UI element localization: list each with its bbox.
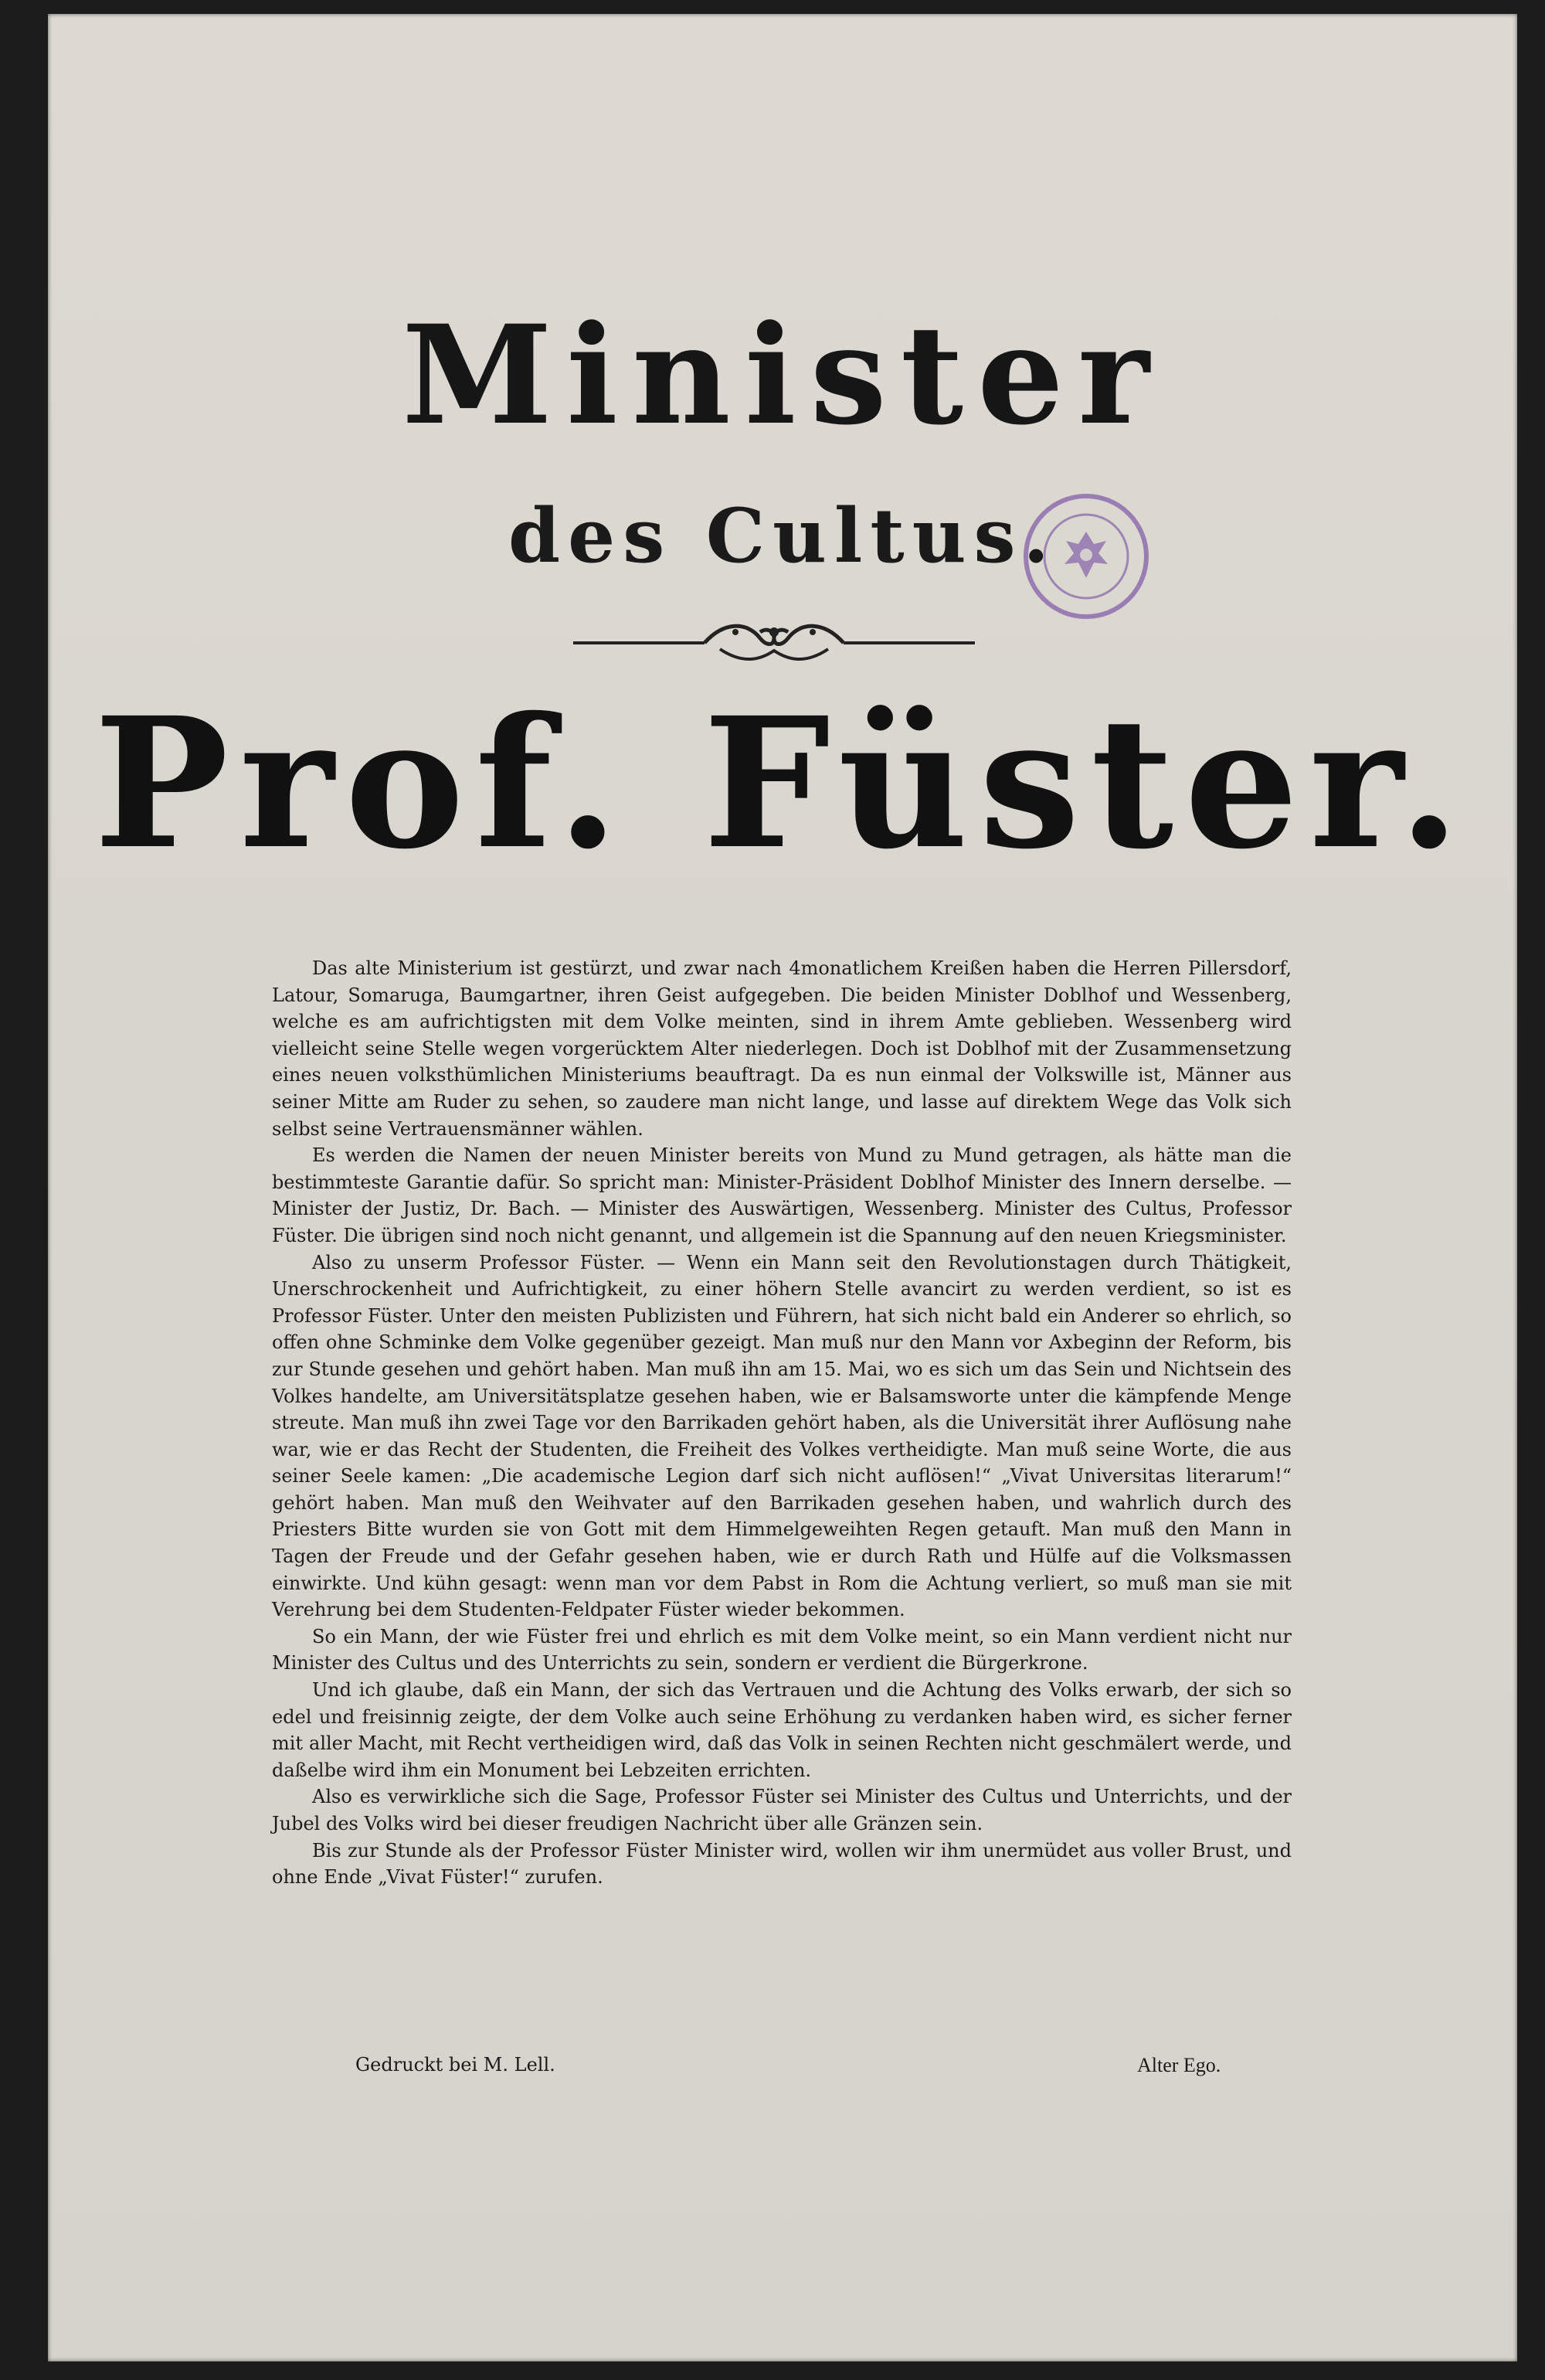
poster-title: Minister	[402, 295, 1163, 455]
poster-subtitle: des Cultus.	[508, 492, 1057, 580]
paragraph-6: Also es verwirkliche sich die Sage, Professor Füster sei Minister des Cultus und Unterrichts, und der Jubel des Volks wird bei dieser freudigen Nachricht über alle Gränzen sein.	[272, 1786, 1292, 1834]
author-signature: Alter Ego.	[1137, 2054, 1221, 2076]
paragraph-7: Bis zur Stunde als der Professor Füster Minister wird, wollen wir ihm unermüdet aus voller Brust, und ohne Ende „Vivat Füster!“ zurufen.	[272, 1839, 1292, 1889]
poster-sheet	[48, 14, 1517, 2361]
paragraph-3: Also zu unserm Professor Füster. — Wenn ein Mann seit den Revolutionstagen durch Thätigkeit, Unerschrockenheit und Aufrichtigkeit, zu einer höhern Stelle avancirt zu werden verdient, so ist es Professor Füster. Unter den meisten Publizisten und Führern, hat sich nicht bald ein Anderer so ehrlich, so offen ohne Schminke dem Volke gegenüber gezeigt. Man muß nur den Mann vor Axbeginn der Reform, bis zur Stunde gesehen und gehört haben. Man muß ihn am 15. Mai, wo es sich um das Sein und Nichtsein des Volkes handelte, am Universitätsplatze gesehen haben, wie er Balsamsworte unter die kämpfende Menge streute. Man muß ihn zwei Tage vor den Barrikaden gehört haben, als die Universität ihrer Auflösung nahe war, wie er das Recht der Studenten, die Freiheit des Volkes vertheidigte. Man muß seine Worte, die aus seiner Seele kamen: „Die academische Legion darf sich nicht auflösen!“ „Vivat Universitas literarum!“ gehört haben. Man muß den Weihvater auf den Barrikaden gesehen haben, und wahrlich durch des Priesters Bitte wurden sie von Gott mit dem Himmelgeweihten Regen getauft. Man muß den Mann in Tagen der Freude und der Gefahr gesehen haben, wie er durch Rath und Hülfe auf die Volksmassen einwirkte. Und kühn gesagt: wenn man vor dem Pabst in Rom die Achtung verliert, so muß man sie mit Verehrung bei dem Studenten-Feldpater Füster wieder bekommen.	[272, 1251, 1292, 1621]
paragraph-1: Das alte Ministerium ist gestürzt, und zwar nach 4monatlichem Kreißen haben die Herren Pillersdorf, Latour, Somaruga, Baumgartner, ihren Geist aufgegeben. Die beiden Minister Doblhof und Wessenberg, welche es am aufrichtigsten mit dem Volke meinten, sind in ihrem Amte geblieben. Wessenberg wird vielleicht seine Stelle wegen vorgerücktem Alter niederlegen. Doch ist Doblhof mit der Zusammensetzung eines neuen volksthümlichen Ministeriums beauftragt. Da es nun einmal der Volkswille ist, Männer aus seiner Mitte am Ruder zu sehen, so zaudere man nicht lange, und lasse auf direktem Wege das Volk sich selbst seine Vertrauensmänner wählen.	[272, 957, 1292, 1140]
paragraph-5: Und ich glaube, daß ein Mann, der sich das Vertrauen und die Achtung des Volks erwarb, der sich so edel und freisinnig zeigte, der dem Volke auch seine Erhöhung zu verdanken haben wird, es sicher ferner mit aller Macht, mit Recht vertheidigen wird, daß das Volk in seinen Rechten nicht geschmälert werde, und daßelbe wird ihm ein Monument bei Lebzeiten errichten.	[272, 1679, 1292, 1781]
ornament-divider	[558, 615, 990, 669]
article-body	[272, 955, 1292, 1891]
poster-name-heading: Prof. Füster.	[93, 678, 1472, 889]
paragraph-4: So ein Mann, der wie Füster frei und ehrlich es mit dem Volke meint, so ein Mann verdient nicht nur Minister des Cultus und des Unterrichts zu sein, sondern er verdient die Bürgerkrone.	[272, 1625, 1292, 1674]
printer-imprint: Gedruckt bei M. Lell.	[355, 2054, 555, 2076]
paragraph-2: Es werden die Namen der neuen Minister bereits von Mund zu Mund getragen, als hätte man die bestimmteste Garantie dafür. So spricht man: Minister-Präsident Doblhof Minister des Innern derselbe. — Minister der Justiz, Dr. Bach. — Minister des Auswärtigen, Wessenberg. Minister des Cultus, Professor Füster. Die übrigen sind noch nicht genannt, und allgemein ist die Spannung auf den neuen Kriegsminister.	[272, 1144, 1292, 1246]
